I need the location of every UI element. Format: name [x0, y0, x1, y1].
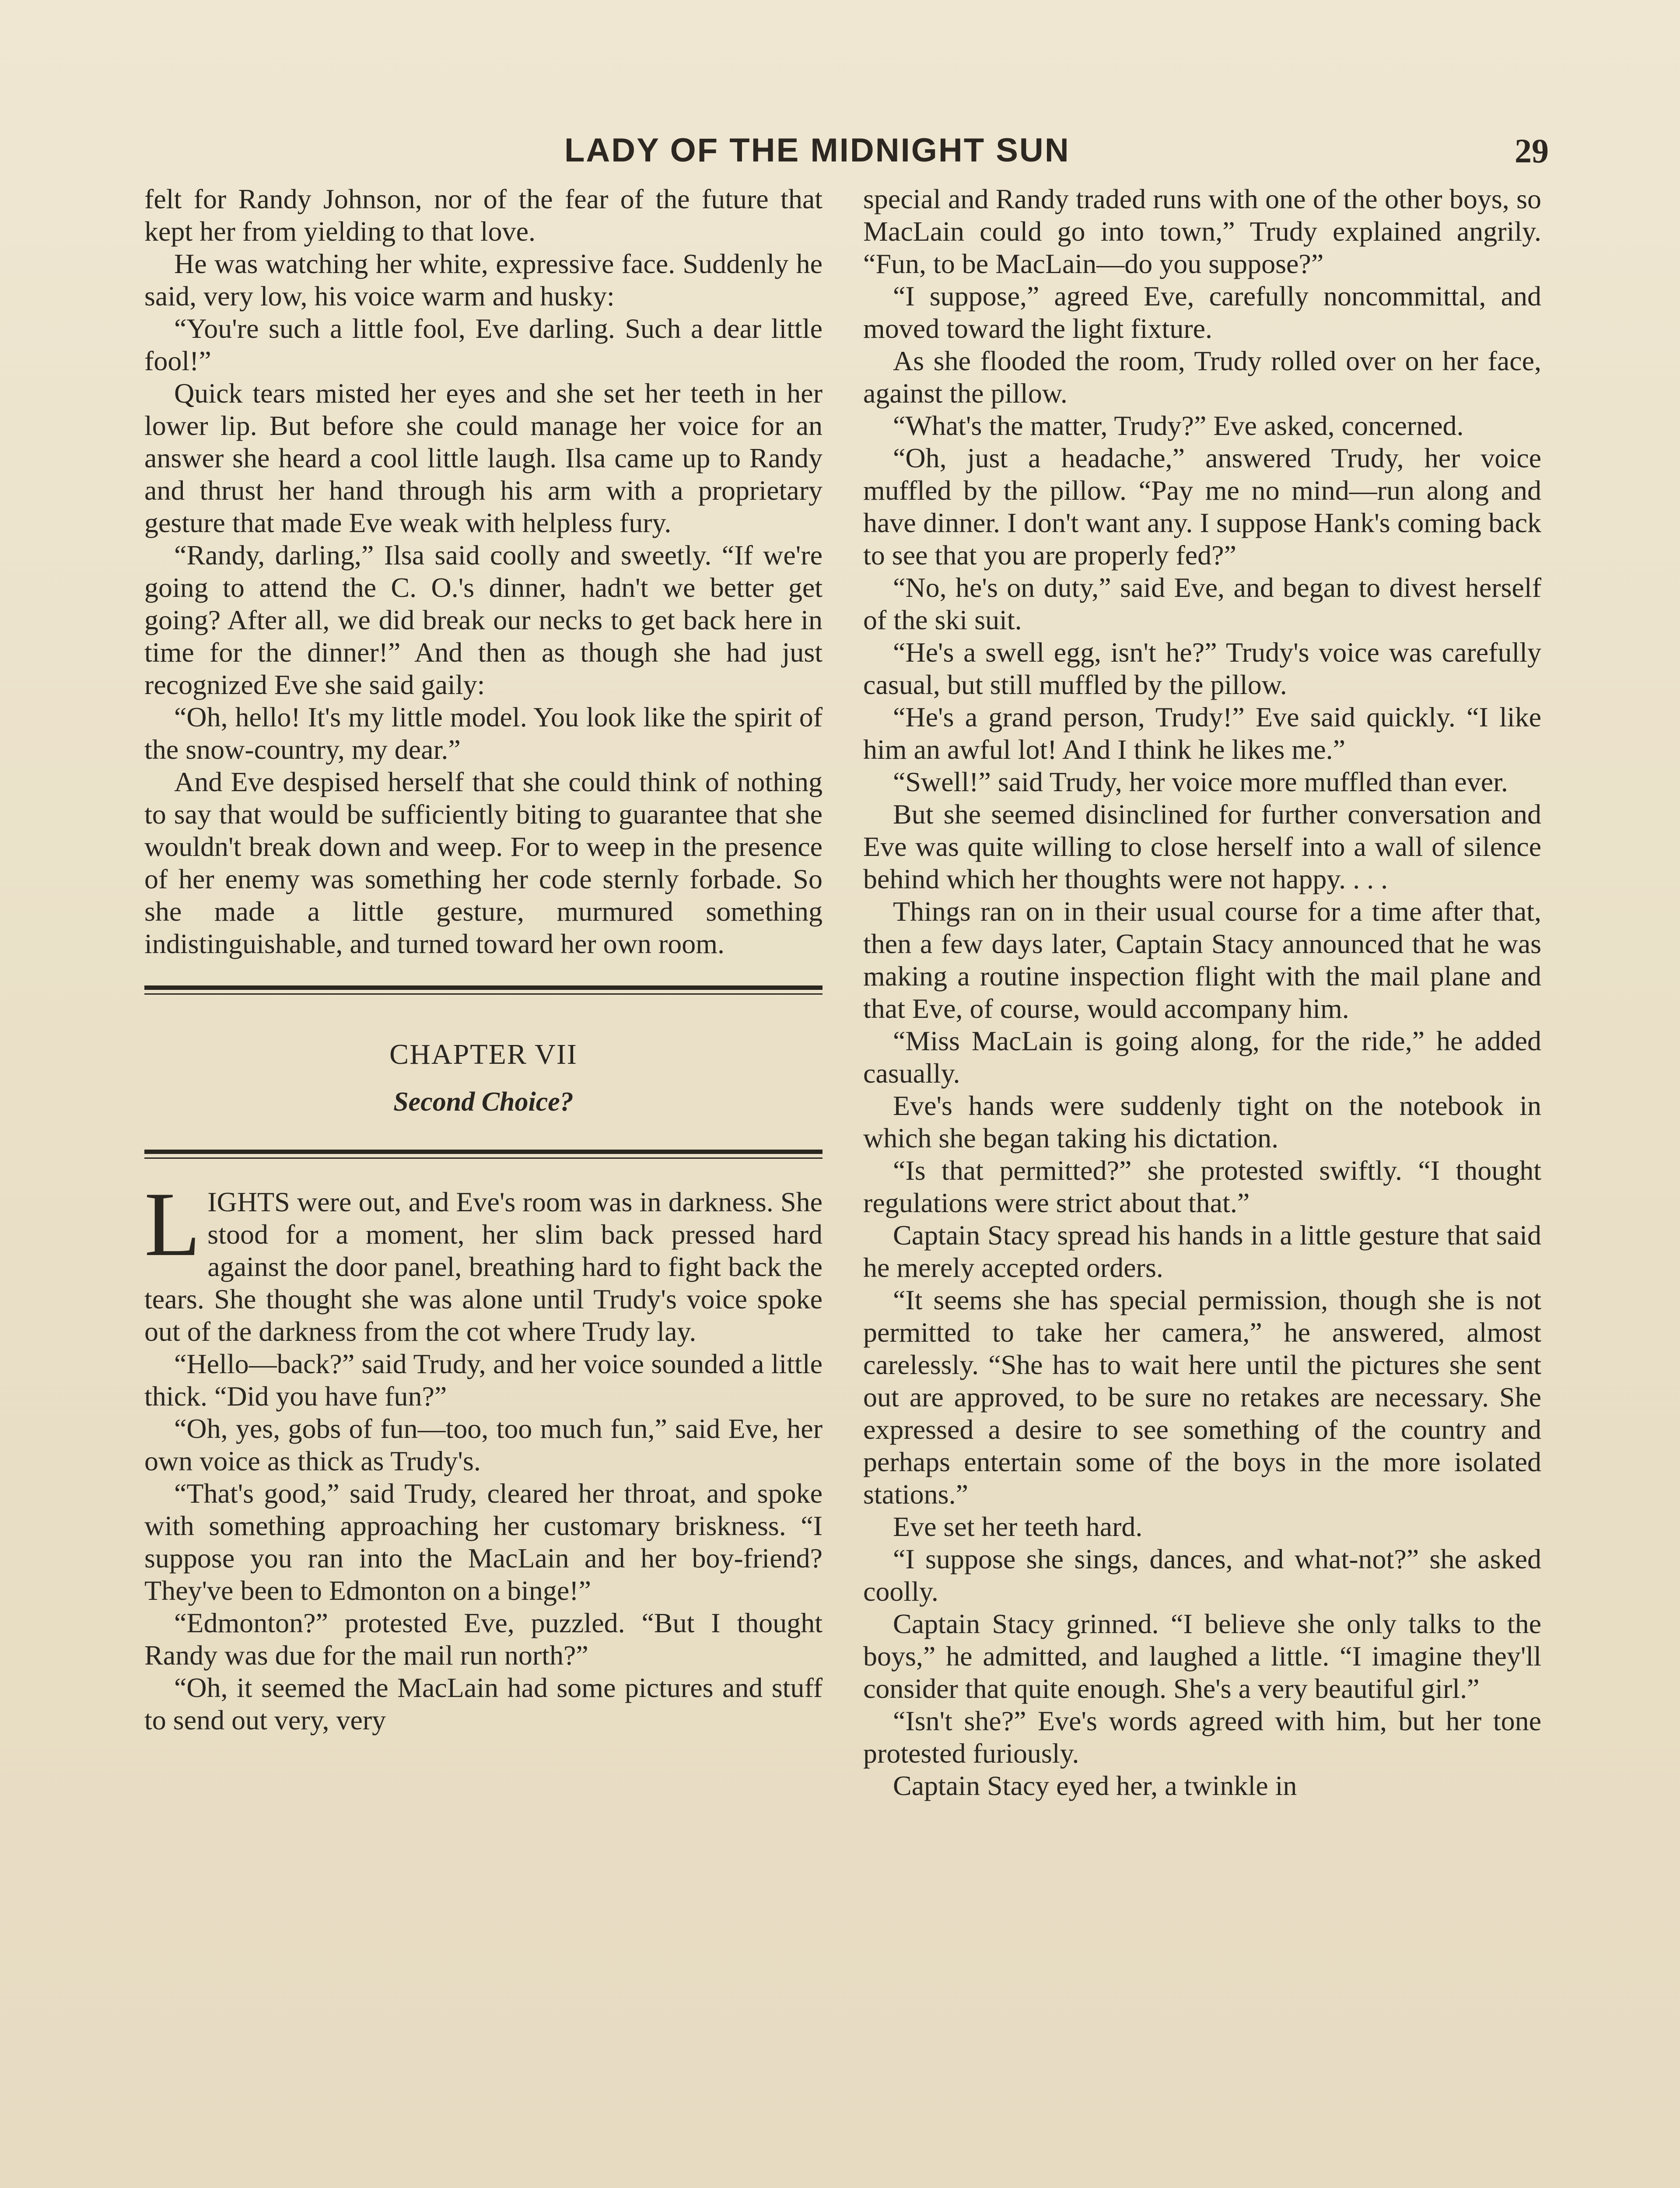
paragraph: “It seems she has special permission, though she is not permitted to take her camera,” he answered, almost carelessly. “She has to wait here until the pictures she sent out are approved, to be sure no retakes are necessary. She expressed a desire to see something of the country and perhaps entertain some of the boys in the more isolated stations.”	[863, 1284, 1541, 1510]
paragraph: Captain Stacy eyed her, a twinkle in	[893, 1770, 1297, 1801]
paragraph: “Oh, it seemed the MacLain had some pictures and stuff to send out very, very	[144, 1672, 822, 1736]
paragraph: “Edmonton?” protested Eve, puzzled. “But I thought Randy was due for the mail run north?”	[144, 1607, 822, 1671]
paragraph: Eve's hands were suddenly tight on the notebook in which she began taking his dictation.	[863, 1090, 1541, 1154]
opening-text: IGHTS were out, and Eve's room was in darkness. She stood for a moment, her slim back pressed hard against the door panel, breathing hard to fight back the tears. She thought she was alone until Trudy's voice spoke out of the darkness from the cot where Trudy lay.	[144, 1186, 822, 1347]
page-number: 29	[1515, 132, 1549, 170]
paragraph: “You're such a little fool, Eve darling. Such a dear little fool!”	[144, 313, 822, 376]
paragraph: “Is that permitted?” she protested swiftly. “I thought regulations were strict about that.”	[863, 1155, 1541, 1218]
paragraph: “Swell!” said Trudy, her voice more muffled than ever.	[893, 766, 1508, 797]
paragraph: “No, he's on duty,” said Eve, and began to divest herself of the ski suit.	[863, 572, 1541, 635]
paragraph: “He's a grand person, Trudy!” Eve said quickly. “I like him an awful lot! And I think he likes me.”	[863, 701, 1541, 765]
thick-rule-divider	[144, 985, 822, 990]
paragraph: “He's a swell egg, isn't he?” Trudy's voice was carefully casual, but still muffled by the pillow.	[863, 637, 1541, 700]
paragraph: “I suppose she sings, dances, and what-not?” she asked coolly.	[863, 1543, 1541, 1607]
paragraph: “Oh, hello! It's my little model. You look like the spirit of the snow-country, my dear.”	[144, 701, 822, 765]
drop-cap: L	[144, 1174, 201, 1275]
thin-rule-divider	[144, 993, 822, 995]
paragraph: special and Randy traded runs with one of the other boys, so MacLain could go into town,” Trudy explained angrily. “Fun, to be MacLain—do you suppose?”	[863, 183, 1541, 279]
chapter-heading: CHAPTER VII	[389, 1038, 578, 1070]
paragraph: “I suppose,” agreed Eve, carefully noncommittal, and moved toward the light fixture.	[863, 281, 1541, 344]
chapter-opening-paragraph	[144, 1174, 822, 1348]
paragraph: But she seemed disinclined for further conversation and Eve was quite willing to close herself into a wall of silence behind which her thoughts were not happy. . . .	[863, 799, 1541, 894]
page-header	[564, 131, 1549, 179]
chapter-bottom-rule	[144, 1150, 822, 1159]
paragraph: Quick tears misted her eyes and she set her teeth in her lower lip. But before she could manage her voice for an answer she heard a cool little laugh. Ilsa came up to Randy and thrust her hand through his arm with a proprietary gesture that made Eve weak with helpless fury.	[144, 378, 822, 538]
paragraph: “What's the matter, Trudy?” Eve asked, concerned.	[893, 410, 1464, 441]
paragraph: “Randy, darling,” Ilsa said coolly and sweetly. “If we're going to attend the C. O.'s dinner, hadn't we better get going? After all, we did break our necks to get back here in time for the dinner!” And then as though she had just recognized Eve she said gaily:	[144, 540, 822, 700]
paragraph: felt for Randy Johnson, nor of the fear of the future that kept her from yielding to that love.	[144, 183, 822, 247]
thick-rule-divider	[144, 1150, 822, 1154]
paragraph: As she flooded the room, Trudy rolled over on her face, against the pillow.	[863, 345, 1541, 409]
paragraph: “Hello—back?” said Trudy, and her voice sounded a little thick. “Did you have fun?”	[144, 1348, 822, 1412]
paragraph: “Miss MacLain is going along, for the ride,” he added casually.	[863, 1025, 1541, 1089]
paragraph: Eve set her teeth hard.	[893, 1511, 1143, 1542]
right-column	[863, 183, 1541, 2188]
running-title: LADY OF THE MIDNIGHT SUN	[564, 132, 1070, 169]
paragraph: Captain Stacy grinned. “I believe she only talks to the boys,” he admitted, and laughed a little. “I imagine they'll consider that quite enough. She's a very beautiful girl.”	[863, 1608, 1541, 1704]
paragraph: He was watching her white, expressive face. Suddenly he said, very low, his voice warm and husky:	[144, 248, 822, 312]
paragraph: “Oh, yes, gobs of fun—too, too much fun,” said Eve, her own voice as thick as Trudy's.	[144, 1413, 822, 1476]
chapter-top-rule	[144, 985, 822, 995]
paragraph: “Oh, just a headache,” answered Trudy, her voice muffled by the pillow. “Pay me no mind—run along and have dinner. I don't want any. I suppose Hank's coming back to see that you are properly fed?”	[863, 442, 1541, 571]
paragraph: “Isn't she?” Eve's words agreed with him, but her tone protested furiously.	[863, 1705, 1541, 1769]
paragraph: Things ran on in their usual course for a time after that, then a few days later, Captain Stacy announced that he was making a routine inspection flight with the mail plane and that Eve, of course, would accompany him.	[863, 896, 1541, 1024]
thin-rule-divider	[144, 1157, 822, 1159]
paragraph: Captain Stacy spread his hands in a little gesture that said he merely accepted orders.	[863, 1220, 1541, 1283]
left-column	[144, 183, 822, 2188]
chapter-subtitle: Second Choice?	[393, 1087, 574, 1117]
paragraph: “That's good,” said Trudy, cleared her throat, and spoke with something approaching her customary briskness. “I suppose you ran into the MacLain and her boy-friend? They've been to Edmonton on a binge!”	[144, 1478, 822, 1606]
paragraph: And Eve despised herself that she could think of nothing to say that would be sufficiently biting to guarantee that she wouldn't break down and weep. For to weep in the presence of her enemy was something her code sternly forbade. So she made a little gesture, murmured something indistinguishable, and turned toward her own room.	[144, 766, 822, 959]
